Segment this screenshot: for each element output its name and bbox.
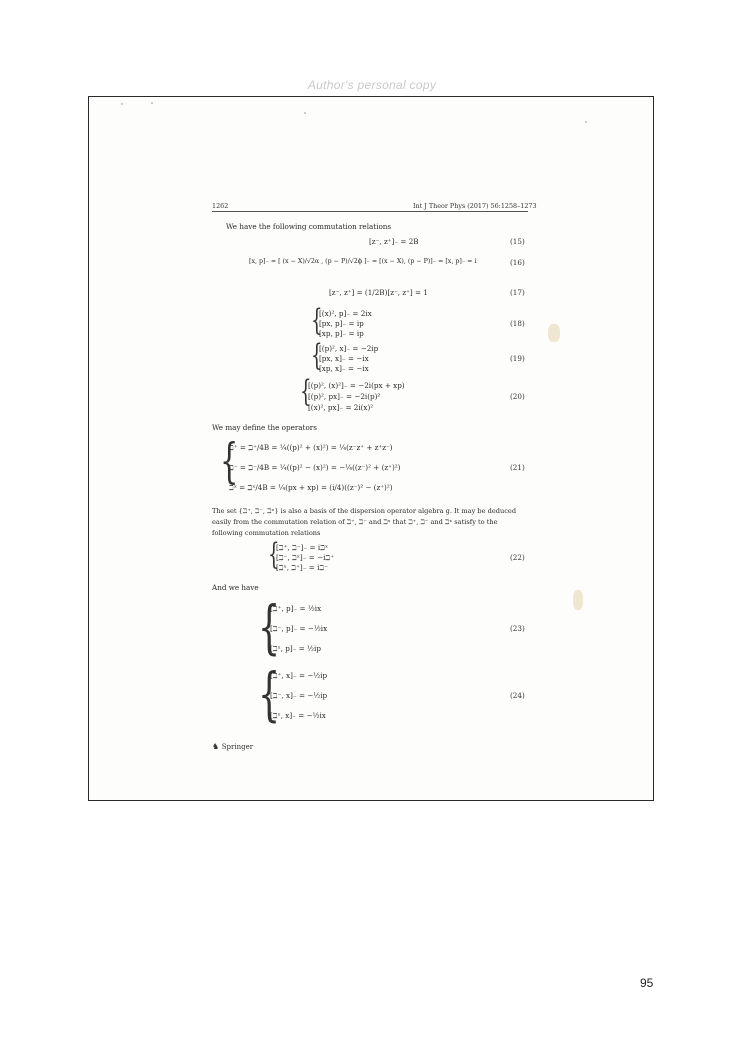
equation-number: (23) (510, 624, 525, 633)
page-number: 95 (640, 976, 654, 990)
springer-horse-icon: ♞ (212, 742, 220, 751)
equation-23-line: [ℶ⁻, p]₋ = −½ix (270, 624, 328, 633)
left-brace: { (220, 433, 239, 489)
equation-24-line: [ℶ⁺, x]₋ = −½ip (270, 671, 328, 680)
equation-22-line: [ℶˣ, ℶ⁺]₋ = iℶ⁻ (276, 563, 329, 572)
left-brace: { (268, 537, 280, 572)
intro-operators: We may define the operators (212, 423, 317, 432)
paragraph-line: following commutation relations (212, 529, 321, 537)
equation-number: (17) (510, 288, 525, 297)
scan-speck (151, 102, 153, 104)
left-brace: { (311, 338, 323, 373)
left-brace: { (311, 303, 323, 338)
equation-18-line: [px, p]₋ = ip (319, 319, 364, 328)
equation-18-line: [(x)², p]₋ = 2ix (319, 309, 372, 318)
operator-definition: ℶˣ = ℶˣ/4B = ¼(px + xp) = (i/4)((z⁻)² − (z⁺)²) (229, 483, 393, 492)
equation-22-line: [ℶ⁺, ℶ⁻]₋ = iℶˣ (276, 543, 329, 552)
header-rule (212, 211, 528, 212)
scan-stain (573, 590, 583, 610)
equation-22-line: [ℶ⁻, ℶˣ]₋ = −iℶ⁺ (276, 553, 335, 562)
header-right: Int J Theor Phys (2017) 56:1258–1273 (413, 202, 537, 210)
left-brace: { (300, 374, 312, 409)
equation-19-line: [xp, x]₋ = −ix (319, 364, 369, 373)
equation-20-line: [(x)², px]₋ = 2i(x)² (308, 403, 374, 412)
equation-number: (24) (510, 691, 525, 700)
equation-17: [z⁻, z⁺] = (1/2B)[z⁻, z⁺] = 1 (329, 288, 428, 297)
paragraph-line: The set {ℶ⁺, ℶ⁻, ℶˣ} is also a basis of the dispersion operator algebra g. It may be deduced (212, 507, 517, 515)
equation-24-line: [ℶ⁻, x]₋ = −½ip (270, 691, 328, 700)
equation-number: (15) (510, 237, 525, 246)
scan-speck (304, 112, 306, 114)
intro-commutation: We have the following commutation relations (226, 222, 392, 231)
equation-19-line: [px, x]₋ = −ix (319, 354, 369, 363)
equation-15: [z⁻, z⁺]₋ = 2B (369, 237, 419, 246)
equation-20-line: [(p)², px]₋ = −2i(p)² (308, 392, 381, 401)
equation-24-line: [ℶˣ, x]₋ = −½ix (270, 711, 326, 720)
equation-20-line: [(p)², (x)²]₋ = −2i(px + xp) (308, 381, 405, 390)
scan-stain (548, 324, 560, 342)
equation-23-line: [ℶ⁺, p]₋ = ½ix (270, 604, 322, 613)
equation-number: (21) (510, 463, 525, 472)
header-left: 1262 (212, 202, 229, 210)
equation-23-line: [ℶˣ, p]₋ = ½ip (270, 644, 321, 653)
scan-speck (585, 121, 587, 123)
left-brace: { (258, 660, 281, 728)
equation-19-line: [(p)², x]₋ = −2ip (319, 344, 379, 353)
equation-number: (20) (510, 392, 525, 401)
springer-logo (212, 742, 253, 751)
operator-definition: ℶ⁺ = ℶ⁺/4B = ¼((p)² + (x)²) = ¼(z⁻z⁺ + z⁺z⁻) (229, 443, 393, 452)
equation-number: (18) (510, 319, 525, 328)
equation-18-line: [xp, p]₋ = ip (319, 329, 364, 338)
equation-number: (16) (510, 258, 525, 267)
scan-speck (121, 103, 123, 105)
and-we-have: And we have (212, 583, 259, 592)
equation-16: [x, p]₋ = [ (x − X)/√2α , (p − P)/√2ϕ ]₋ = [(x − X), (p − P)]₋ = [x, p]₋ = i (249, 258, 477, 265)
operator-definition: ℶ⁻ = ℶ⁻/4B = ¼((p)² − (x)²) = −¼((z⁻)² + (z⁺)²) (229, 463, 401, 472)
watermark: Author's personal copy (307, 78, 437, 92)
paragraph-line: easily from the commutation relation of ℶ⁺, ℶ⁻ and ℶˣ that ℶ⁺, ℶ⁻ and ℶˣ satisfy to the (212, 518, 498, 526)
left-brace: { (258, 593, 281, 661)
equation-number: (22) (510, 553, 525, 562)
equation-number: (19) (510, 354, 525, 363)
publisher-name: Springer (221, 743, 254, 751)
